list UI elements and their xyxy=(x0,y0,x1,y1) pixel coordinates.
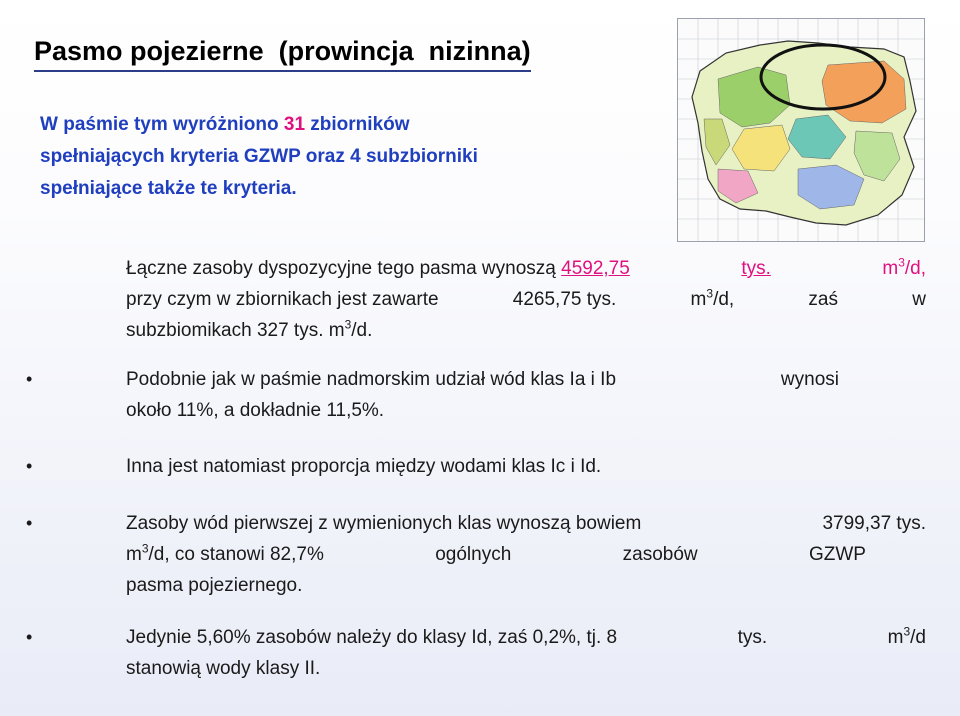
bullet-4-line-2: stanowią wody klasy II. xyxy=(126,658,321,679)
bullet-2-line-1: Inna jest natomiast proporcja między wodami klas Ic i Id. xyxy=(126,456,602,477)
bullet-4-exp: 3 xyxy=(903,624,911,639)
line3-exp: 3 xyxy=(344,317,352,332)
line2-text: przy czym w zbiornikach jest zawarte xyxy=(126,289,439,310)
bullet-1 xyxy=(126,364,926,426)
page-title xyxy=(34,36,531,67)
paragraph-resources xyxy=(126,253,926,346)
bullet-1-right: wynosi xyxy=(780,369,839,390)
intro-count: 31 xyxy=(283,114,306,135)
line2-exp: 3 xyxy=(706,286,714,301)
line2-unit-b: /d, xyxy=(713,289,735,310)
paragraph-line-1 xyxy=(126,253,926,284)
bullet-4-line-1 xyxy=(126,622,926,653)
bullet-4-left: Jedynie 5,60% zasobów należy do klasy Id, zaś 0,2%, tj. 8 xyxy=(126,627,618,648)
line2-word2: w xyxy=(912,289,926,310)
bullet-3-left: Zasoby wód pierwszej z wymienionych klas wynoszą bowiem xyxy=(126,513,642,534)
line1-unit-c: /d, xyxy=(904,258,926,279)
bullet-3-right: 3799,37 tys. xyxy=(822,513,926,534)
bullet-2 xyxy=(126,451,926,482)
line1-exp: 3 xyxy=(898,255,905,270)
line2-unit: m xyxy=(690,289,707,310)
bullet-1-marker: • xyxy=(26,369,33,389)
bullet-3-d: GZWP xyxy=(808,544,866,565)
paragraph-line-2 xyxy=(126,284,926,315)
paragraph-line-3 xyxy=(126,315,926,346)
bullet-2-marker: • xyxy=(26,456,33,476)
bullet-1-line-1 xyxy=(126,364,839,395)
bullet-4-end: /d xyxy=(910,627,926,648)
intro-before: W paśmie tym wyróżniono xyxy=(40,114,284,135)
bullet-1-line-2: około 11%, a dokładnie 11,5%. xyxy=(126,400,385,421)
line2-value: 4265,75 tys. xyxy=(512,289,617,310)
line3-text: subzbiomikach 327 tys. m xyxy=(126,320,345,341)
bullet-4-mid: tys. xyxy=(737,627,768,648)
bullet-1-left: Podobnie jak w paśmie nadmorskim udział wód klas Ia i Ib xyxy=(126,369,617,390)
line3-end: /d. xyxy=(351,320,373,341)
intro-paragraph xyxy=(40,109,510,205)
line2-word1: zaś xyxy=(808,289,838,310)
bullet-3-b: ogólnych xyxy=(435,544,512,565)
bullet-3-marker: • xyxy=(26,513,33,533)
line1-text: Łączne zasoby dyspozycyjne tego pasma wynoszą xyxy=(126,258,562,279)
groundwater-reservoir-map xyxy=(678,19,924,241)
bullet-3-c: zasobów xyxy=(622,544,698,565)
line1-unit-b: m xyxy=(882,258,899,279)
bullet-3-a: /d, co stanowi 82,7% xyxy=(148,544,324,565)
map-image xyxy=(677,18,925,242)
title-underline xyxy=(34,70,531,72)
bullet-3-line-2 xyxy=(126,539,866,570)
bullet-4-marker: • xyxy=(26,627,33,647)
bullet-3-exp: 3 xyxy=(141,541,149,556)
total-value: 4592,75 xyxy=(561,258,630,279)
bullet-3-line-3: pasma pojeziernego. xyxy=(126,575,303,596)
bullet-3 xyxy=(126,508,926,601)
intro-after: zbiorników spełniających kryteria GZWP oraz 4 subzbiorniki spełniające także te kryteria. xyxy=(40,114,478,199)
bullet-3-line-1 xyxy=(126,508,926,539)
line1-unit-a: tys. xyxy=(741,258,771,279)
bullet-3-m: m xyxy=(126,544,142,565)
bullet-4-m: m xyxy=(887,627,904,648)
bullet-4 xyxy=(126,622,926,684)
title-text: Pasmo pojezierne (prowincja nizinna) xyxy=(34,36,531,66)
